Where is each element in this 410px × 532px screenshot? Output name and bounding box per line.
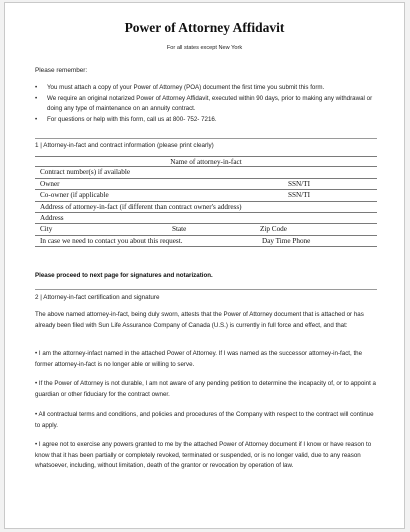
attestation-bullet: • I am the attorney-infact named in the attached Power of Attorney. If I was named as the successor attorney-in-fact, the former attorney-in-fact is no longer able or willing to serve.	[35, 350, 363, 368]
proceed-note: Please proceed to next page for signatures and notarization.	[35, 272, 213, 279]
list-item: • You must attach a copy of your Power of Attorney (POA) document the first time you submit this form.	[35, 83, 385, 94]
document-title: Power of Attorney Affidavit	[124, 20, 285, 35]
address-label: Address	[40, 213, 64, 222]
divider	[35, 138, 377, 139]
coowner-row[interactable]	[35, 190, 377, 201]
state-label: State	[172, 225, 187, 234]
address-row[interactable]	[35, 213, 377, 224]
attestation-bullet: • All contractual terms and conditions, and policies and procedures of the Company with respect to the contract will continue to apply.	[35, 411, 374, 429]
document-page	[4, 2, 405, 529]
owner-ssn-label: SSN/TI	[288, 179, 310, 188]
document-subtitle: For all states except New York	[166, 45, 243, 51]
contact-label: In case we need to contact you about this request.	[40, 236, 183, 245]
attestation-bullet: • If the Power of Attorney is not durable, I am not aware of any pending petition to determine the incapacity of, or to appoint a guardian or other fiduciary for the contract owner.	[35, 380, 376, 398]
owner-label: Owner	[40, 179, 60, 188]
section-1-heading: 1 | Attorney-in-fact and contract information (please print clearly)	[35, 142, 214, 149]
section-2-heading: 2 | Attorney-in-fact certification and signature	[35, 294, 160, 301]
attestation-paragraph: The above named attorney-in-fact, being duly sworn, attests that the Power of Attorney document that is attached or has already been filed with Sun Life Assurance Company of Canada (U.S.) is currently in full force and effect, and that:	[35, 311, 364, 329]
divider	[35, 289, 377, 290]
day-phone-label: Day Time Phone	[262, 236, 311, 245]
contact-row[interactable]	[35, 236, 377, 247]
coowner-label: Co-owner (if applicable	[40, 191, 109, 200]
city-state-zip-row[interactable]	[35, 224, 377, 235]
remember-label: Please remember:	[35, 67, 88, 74]
attorney-info-form	[35, 156, 377, 247]
contract-row[interactable]	[35, 167, 377, 178]
zip-label: Zip Code	[260, 225, 287, 234]
attestation-bullet: • I agree not to exercise any powers granted to me by the attached Power of Attorney document if I know or have reason to know that it has been partially or completely revoked, terminated or suspended, or is no longer valid, due to any reason whatsoever, including, without limitation, death of the grantor or revocation by operation of law.	[35, 441, 372, 470]
name-row[interactable]	[35, 156, 377, 167]
list-item: • For questions or help with this form, call us at 800- 752- 7216.	[35, 115, 385, 126]
address-if-different-row[interactable]	[35, 202, 377, 213]
address-if-different-label: Address of attorney-in-fact (if different than contract owner's address)	[40, 202, 242, 211]
owner-row[interactable]	[35, 179, 377, 190]
coowner-ssn-label: SSN/TI	[288, 191, 310, 200]
remember-list	[35, 83, 385, 125]
contract-label: Contract number(s) if available	[40, 168, 131, 177]
city-label: City	[40, 225, 53, 234]
name-label: Name of attorney-in-fact	[170, 158, 242, 166]
list-item: • We require an original notarized Power of Attorney Affidavit, executed within 90 days, prior to making any withdrawal or doing any type of maintenance on an annuity contract.	[35, 94, 385, 115]
